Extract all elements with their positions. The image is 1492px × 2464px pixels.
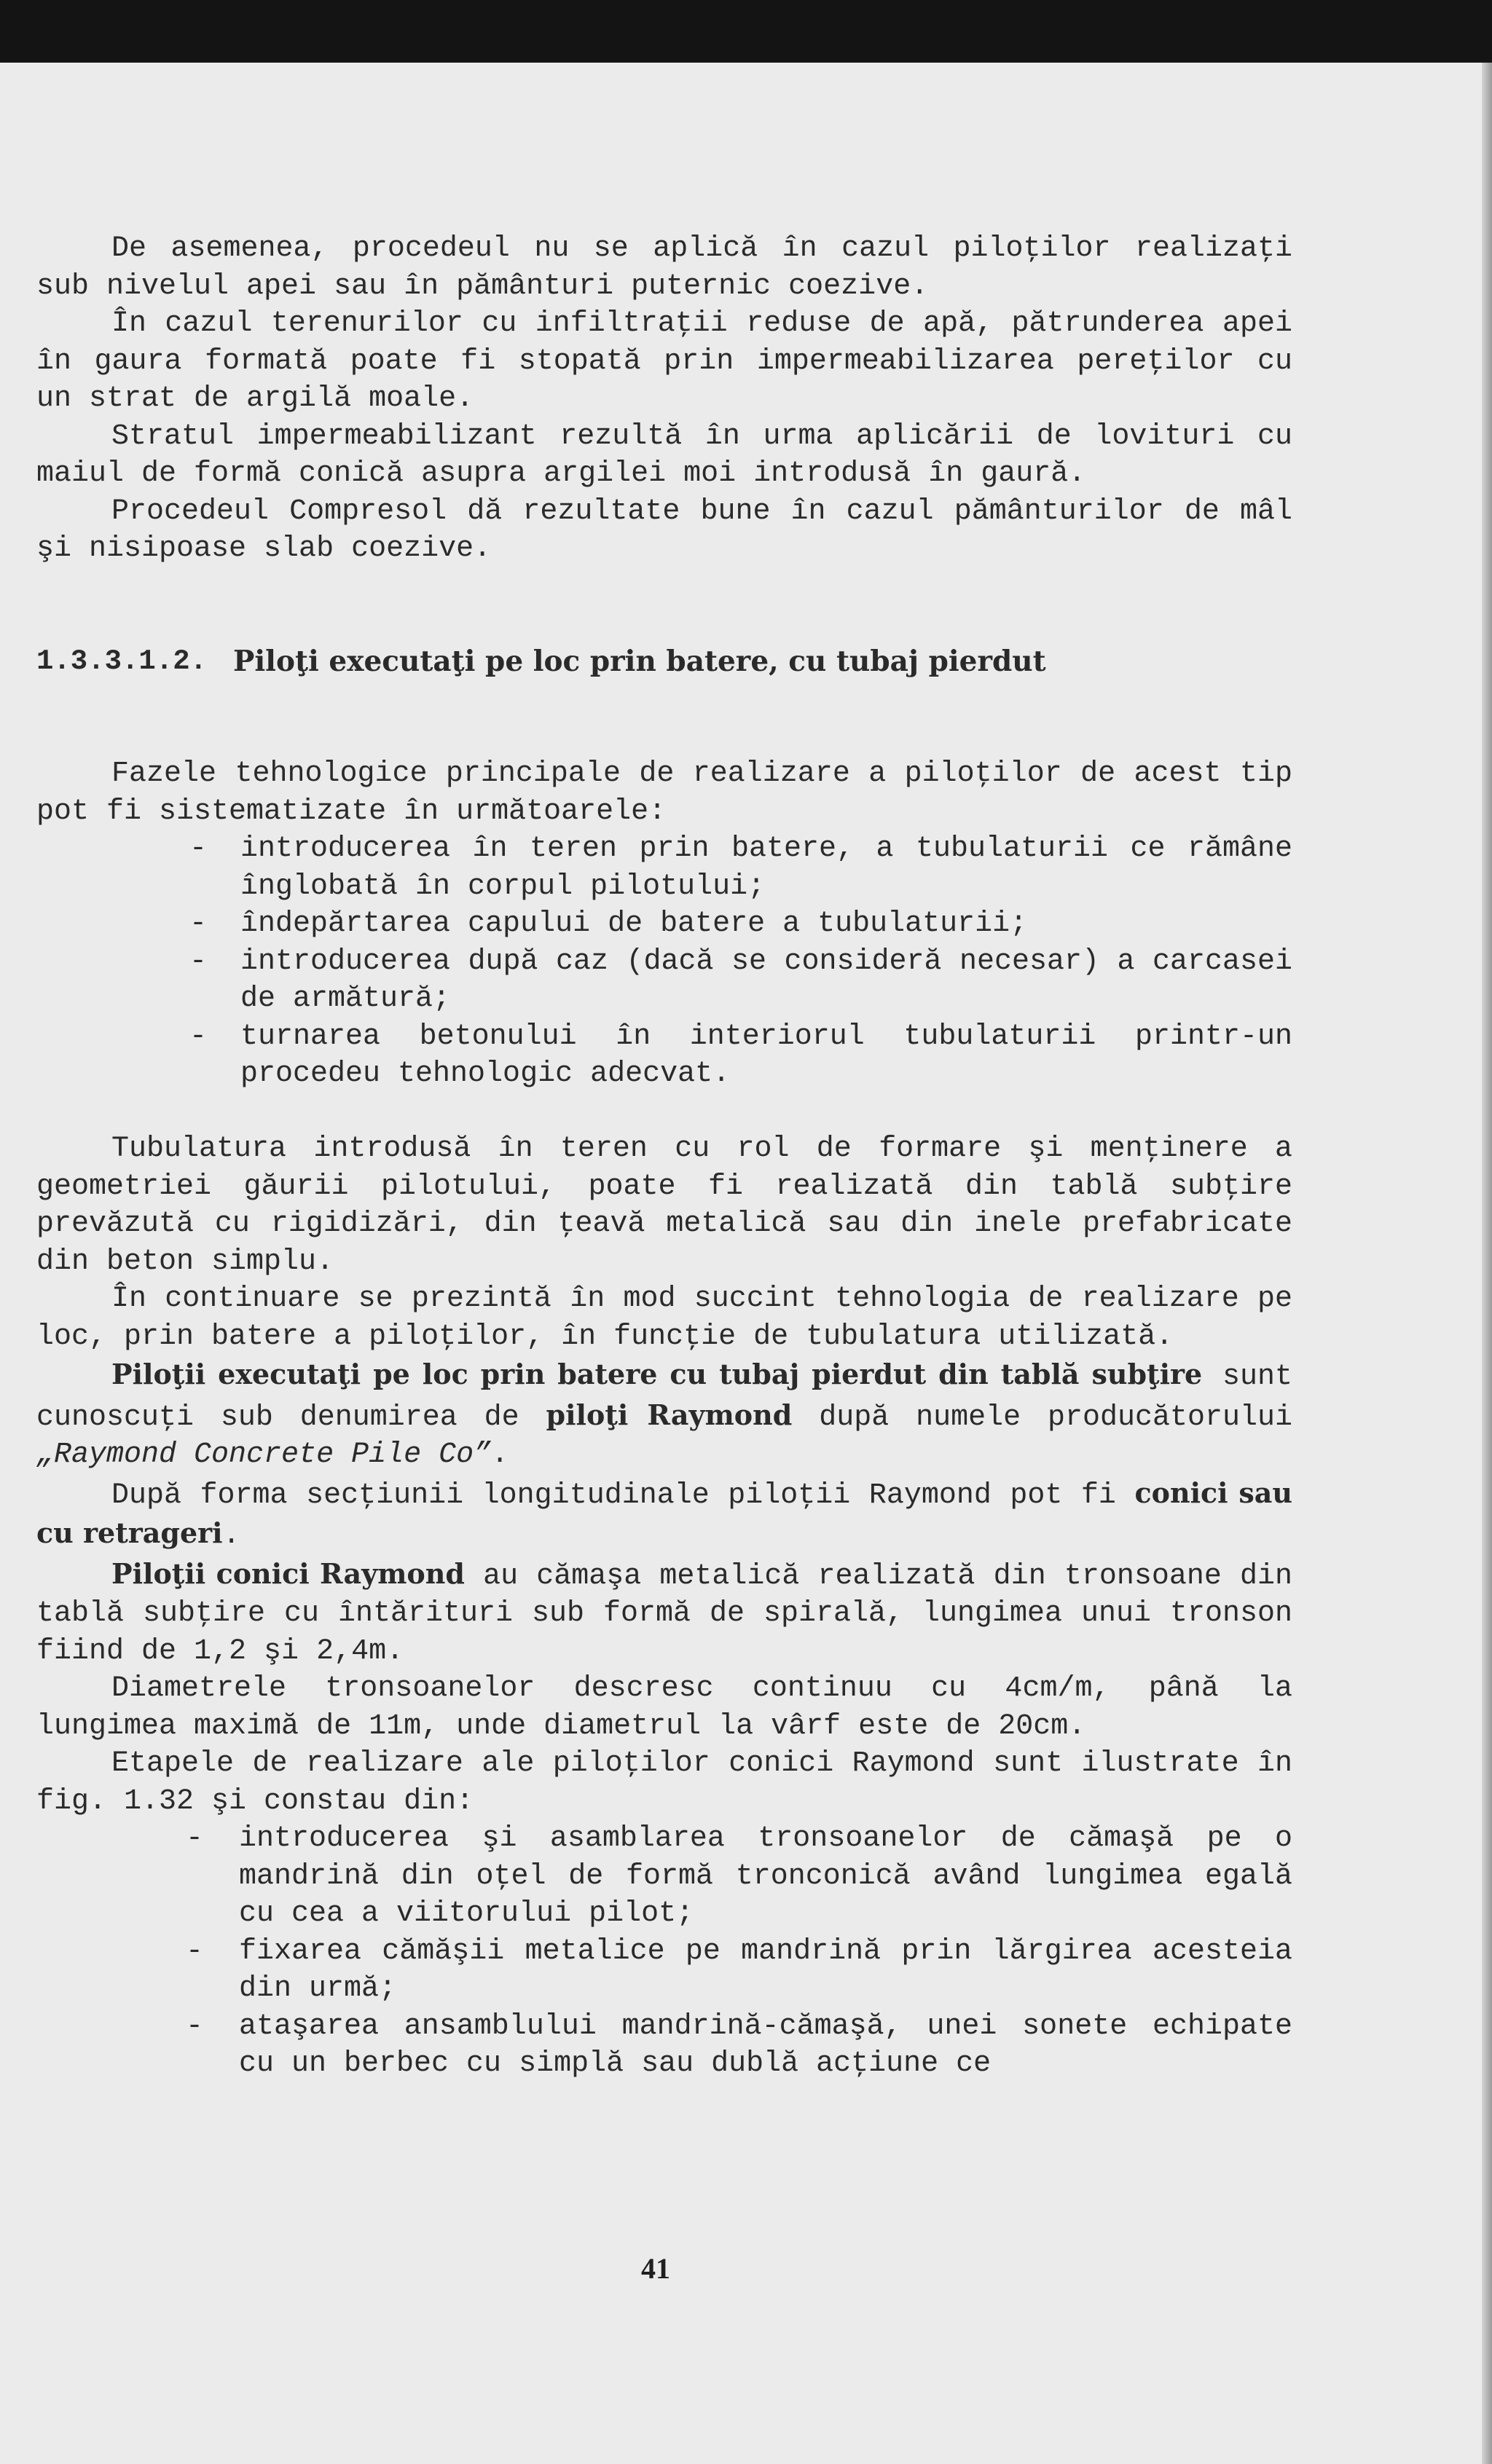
section-title: Piloţi executaţi pe loc prin batere, cu tubaj pierdut [233,644,1046,678]
paragraph-stages-intro: Etapele de realizare ale piloţilor conici Raymond sunt ilustrate în fig. 1.32 şi constau din: [36,1747,1292,1818]
scan-top-border [0,0,1492,63]
list-item: - îndepărtarea capului de batere a tubulaturii; [36,905,1292,943]
paragraph-intro-4: Procedeul Compresol dă rezultate bune în cazul pământurilor de mâl şi nisipoase slab coezive. [36,495,1292,565]
section-number: 1.3.3.1.2. [36,645,208,677]
stages-list [36,1820,1292,2083]
paragraph-tubing: Tubulatura introdusă în teren cu rol de formare şi menţinere a geometriei găurii pilotului, poate fi realizată din tablă subţire prevăzută cu rigidizări, din ţeavă metalică sau din inele prefabricate din beton simplu. [36,1133,1292,1278]
phases-list [36,830,1292,1093]
list-item: - introducerea şi asamblarea tronsoanelor de cămaşă pe o mandrină din oţel de formă tronconică având lungimea egală cu cea a viitorului pilot; [36,1820,1292,1933]
paragraph-intro-2: În cazul terenurilor cu infiltraţii reduse de apă, pătrunderea apei în gaura formată poate fi stopată prin impermeabilizarea pereţilor cu un strat de argilă moale. [36,307,1292,415]
paragraph-diameter: Diametrele tronsoanelor descresc continuu cu 4cm/m, până la lungimea maximă de 11m, unde diametrul la vârf este de 20cm. [36,1672,1292,1743]
paragraph-continuation: În continuare se prezintă în mod succint tehnologia de realizare pe loc, prin batere a piloţilor, în funcţie de tubulatura utilizată. [36,1283,1292,1353]
conic-term: Piloţii conici Raymond [111,1556,465,1590]
shape-term: conici sau cu retrageri [36,1476,1292,1549]
paragraph-shape: După forma secţiunii longitudinale piloţii Raymond pot fi conici sau cu retrageri. [36,1476,1292,1552]
list-item: - introducerea în teren prin batere, a tubulaturii ce rămâne înglobată în corpul pilotului; [36,830,1292,905]
paragraph-raymond: Piloţii executaţi pe loc prin batere cu tubaj pierdut din tablă subţire sunt cunoscuţi sub denumirea de piloţi Raymond după numele producătorului „Raymond Concrete Pile Co”. [36,1358,1293,1471]
paragraph-intro-1: De asemenea, procedeul nu se aplică în cazul piloţilor realizaţi sub nivelul apei sau în pământuri puternic coezive. [36,232,1292,303]
list-item: - introducerea după caz (dacă se consideră necesar) a carcasei de armătură; [36,943,1292,1018]
list-item: - fixarea cămăşii metalice pe mandrină prin lărgirea acesteia din urmă; [36,1933,1292,2008]
scan-right-edge [1482,63,1492,2464]
list-item: - ataşarea ansamblului mandrină-cămaşă, unei sonete echipate cu un berbec cu simplă sau dublă acţiune ce [36,2008,1292,2083]
section-heading [36,643,1292,681]
paragraph-phases-intro: Fazele tehnologice principale de realizare a piloţilor de acest tip pot fi sistematizate în următoarele: [36,757,1292,828]
list-item: - turnarea betonului în interiorul tubulaturii printr-un procedeu tehnologic adecvat. [36,1018,1292,1093]
raymond-term: Piloţii executaţi pe loc prin batere cu tubaj pierdut din tablă subţire [111,1358,1203,1390]
page-body [36,230,1292,2083]
paragraph-conic: Piloţii conici Raymond au cămaşa metalică realizată din tronsoane din tablă subţire cu întărituri sub formă de spirală, lungimea unui tronson fiind de 1,2 şi 2,4m. [36,1556,1292,1668]
paragraph-intro-3: Stratul impermeabilizant rezultă în urma aplicării de lovituri cu maiul de formă conică asupra argilei moi introdusă în gaură. [36,420,1292,490]
document-page [0,63,1482,2464]
company-name: „Raymond Concrete Pile Co” [36,1438,492,1471]
raymond-name: piloţi Raymond [546,1398,793,1431]
page-number: 41 [641,2252,670,2285]
